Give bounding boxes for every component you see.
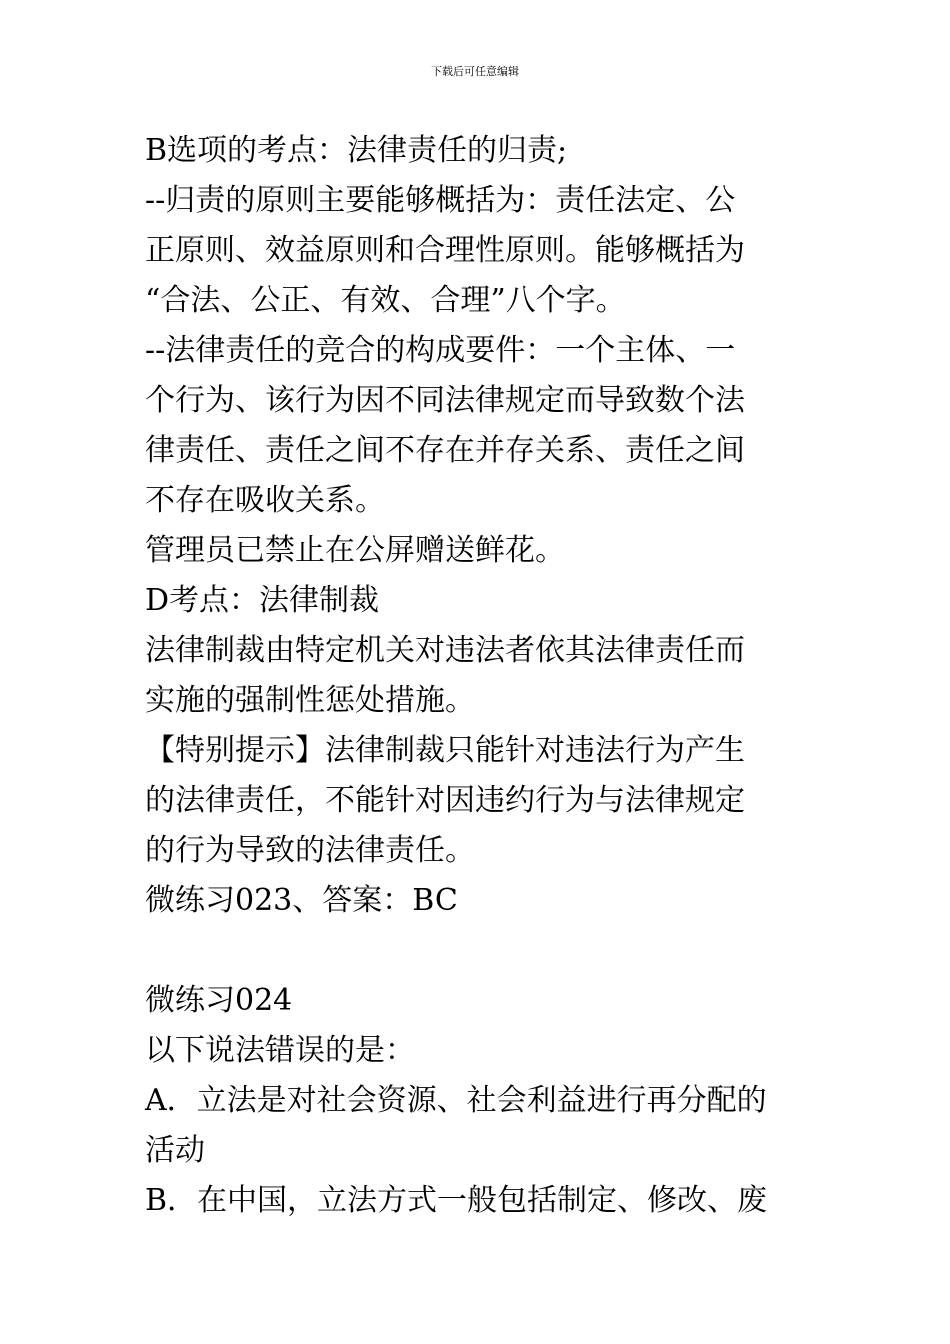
text-line: “合法、公正、有效、合理”八个字。 xyxy=(145,283,626,318)
text-line: 【特别提示】法律制裁只能针对违法行为产生 xyxy=(145,733,745,768)
text-line: D考点：法律制裁 xyxy=(145,583,380,618)
text-line: B．在中国，立法方式一般包括制定、修改、废 xyxy=(145,1183,768,1218)
blank-line xyxy=(145,926,805,976)
text-line: --归责的原则主要能够概括为：责任法定、公 xyxy=(145,183,736,218)
page-header: 下载后可任意编辑 xyxy=(431,65,519,78)
text-line: 的行为导致的法律责任。 xyxy=(145,833,475,868)
text-line: 个行为、该行为因不同法律规定而导致数个法 xyxy=(145,383,745,418)
text-line: 正原则、效益原则和合理性原则。能够概括为 xyxy=(145,233,745,268)
text-line: A．立法是对社会资源、社会利益进行再分配的 xyxy=(145,1083,767,1118)
text-line: 律责任、责任之间不存在并存关系、责任之间 xyxy=(145,433,745,468)
text-line: 微练习024 xyxy=(145,983,293,1018)
text-line: 管理员已禁止在公屏赠送鲜花。 xyxy=(145,533,565,568)
text-line: 活动 xyxy=(145,1133,205,1168)
text-line: 实施的强制性惩处措施。 xyxy=(145,683,475,718)
text-line: --法律责任的竞合的构成要件：一个主体、一 xyxy=(145,333,736,368)
document-body xyxy=(145,126,805,1226)
text-line: 法律制裁由特定机关对违法者依其法律责任而 xyxy=(145,633,745,668)
text-line: 的法律责任，不能针对因违约行为与法律规定 xyxy=(145,783,745,818)
text-line: 以下说法错误的是： xyxy=(145,1033,415,1068)
text-line: B选项的考点：法律责任的归责; xyxy=(145,133,568,168)
text-line: 不存在吸收关系。 xyxy=(145,483,385,518)
text-line: 微练习023、答案：BC xyxy=(145,883,458,918)
